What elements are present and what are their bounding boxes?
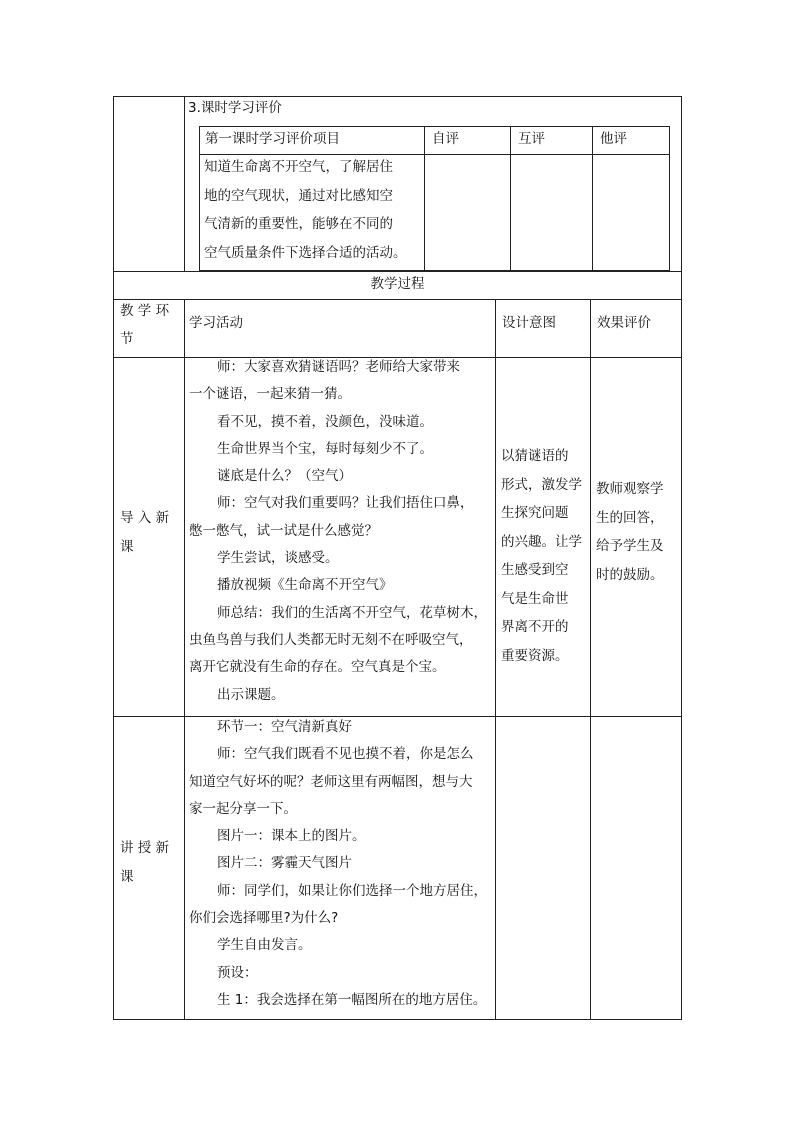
divider xyxy=(424,127,425,270)
text-line: 师：同学们，如果让你们选择一个地方居住， xyxy=(217,882,487,899)
teach-activity xyxy=(189,714,487,1014)
text-line: 导 入 新 xyxy=(120,510,170,526)
text-line: 师：空气我们既看不见也摸不着，你是怎么 xyxy=(217,746,474,763)
text-line: 谜底是什么？（空气） xyxy=(217,468,352,485)
text-line: 地的空气现状，通过对比感知空 xyxy=(204,187,393,204)
text-line: 生 1：我会选择在第一幅图所在的地方居住。 xyxy=(217,991,487,1008)
text-line: 节 xyxy=(120,331,134,347)
lesson-plan-table xyxy=(113,96,682,1020)
teach-stage xyxy=(120,834,169,892)
header-stage xyxy=(120,297,169,353)
text-line: 学生尝试，谈感受。 xyxy=(217,550,339,567)
text-line: 憋一憋气，试一试是什么感觉？ xyxy=(189,522,378,539)
divider xyxy=(114,299,681,300)
text-line: 形式，激发学 xyxy=(501,476,582,493)
divider xyxy=(510,127,511,270)
text-line: 教师观察学 xyxy=(596,481,664,497)
text-line: 生命世界当个宝，每时每刻少不了。 xyxy=(217,440,433,457)
intro-design xyxy=(501,442,582,670)
text-line: 课 xyxy=(120,539,134,555)
text-line: 讲 授 新 xyxy=(120,840,170,856)
evaluation-table xyxy=(199,126,670,271)
header-design: 设计意图 xyxy=(502,315,556,331)
text-line: 你们会选择哪里?为什么? xyxy=(189,910,339,927)
text-line: 给予学生及 xyxy=(596,538,664,554)
text-line: 图片一：课本上的图片。 xyxy=(217,828,366,845)
text-line: 生探究问题 xyxy=(501,505,569,521)
text-line: 师总结：我们的生活离不开空气，花草树木， xyxy=(217,604,487,621)
header-activity: 学习活动 xyxy=(189,315,243,331)
text-line: 空气质量条件下选择合适的活动。 xyxy=(204,244,407,261)
text-line: 学生自由发言。 xyxy=(217,937,312,954)
eval-header-other: 他评 xyxy=(600,131,627,147)
eval-header-peer: 互评 xyxy=(518,131,545,147)
text-line: 生感受到空 xyxy=(501,562,569,578)
text-line: 知道生命离不开空气，了解居住 xyxy=(204,159,393,175)
text-line: 课 xyxy=(120,869,134,885)
intro-activity xyxy=(189,354,487,709)
text-line: 师：空气对我们重要吗？让我们捂住口鼻， xyxy=(217,495,474,512)
text-line: 图片二：雾霾天气图片 xyxy=(217,855,352,872)
text-line: 出示课题。 xyxy=(217,686,285,703)
text-line: 一个谜语，一起来猜一猜。 xyxy=(189,386,351,403)
text-line: 播放视频《生命离不开空气》 xyxy=(217,577,393,594)
text-line: 时的鼓励。 xyxy=(596,566,664,583)
text-line: 以猜谜语的 xyxy=(501,448,569,464)
text-line: 气清新的重要性，能够在不同的 xyxy=(204,216,393,232)
text-line: 环节一：空气清新真好 xyxy=(217,719,352,735)
text-line: 的兴趣。让学 xyxy=(501,533,582,550)
intro-effect xyxy=(596,475,664,589)
text-line: 生的回答， xyxy=(596,509,664,526)
text-line: 界离不开的 xyxy=(501,619,569,635)
header-effect: 效果评价 xyxy=(597,315,651,331)
text-line: 虫鱼鸟兽与我们人类都无时无刻不在呼吸空气， xyxy=(189,631,473,648)
text-line: 离开它就没有生命的存在。空气真是个宝。 xyxy=(189,659,446,676)
text-line: 看不见，摸不着，没颜色，没味道。 xyxy=(217,413,433,430)
divider xyxy=(184,97,185,271)
eval-item-text xyxy=(204,153,407,267)
eval-heading: 3.课时学习评价 xyxy=(188,100,282,116)
text-line: 知道空气好坏的呢？老师这里有两幅图，想与大 xyxy=(189,773,473,790)
text-line: 气是生命世 xyxy=(501,590,569,607)
text-line: 师：大家喜欢猜谜语吗？老师给大家带来 xyxy=(217,359,460,375)
text-line: 预设： xyxy=(217,964,258,981)
eval-header-item: 第一课时学习评价项目 xyxy=(205,131,340,147)
intro-stage xyxy=(120,504,169,562)
text-line: 重要资源。 xyxy=(501,647,569,664)
divider xyxy=(590,299,591,1019)
divider xyxy=(495,299,496,1019)
process-title: 教学过程 xyxy=(370,276,425,292)
divider xyxy=(592,127,593,270)
divider xyxy=(184,299,185,1019)
text-line: 家一起分享一下。 xyxy=(189,800,297,817)
text-line: 教 学 环 xyxy=(120,303,170,319)
eval-header-self: 自评 xyxy=(432,131,459,147)
